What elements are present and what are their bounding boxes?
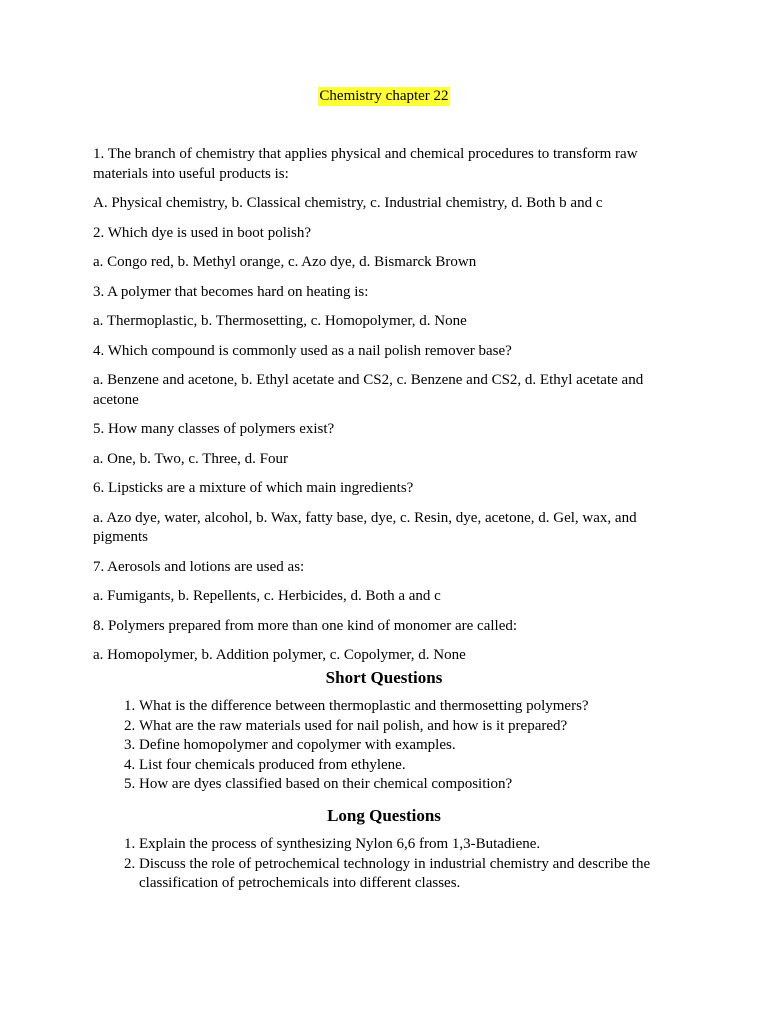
- mcq-options-6: a. Azo dye, water, alcohol, b. Wax, fatty base, dye, c. Resin, dye, acetone, d. Gel, wax, and pigments: [93, 509, 637, 545]
- mcq-question-6: 6. Lipsticks are a mixture of which main ingredients?: [93, 480, 414, 496]
- short-question-item: 4. List four chemicals produced from ethylene.: [139, 756, 675, 776]
- mcq-question-4: 4. Which compound is commonly used as a nail polish remover base?: [93, 342, 512, 359]
- short-question-item: 5. How are dyes classified based on their chemical composition?: [139, 775, 675, 795]
- short-question-item: 1. What is the difference between thermoplastic and thermosetting polymers?: [139, 697, 675, 717]
- long-question-item: 2. Discuss the role of petrochemical technology in industrial chemistry and describe the classification of petrochemicals into different classes.: [139, 855, 675, 894]
- mcq-question-7: 7. Aerosols and lotions are used as:: [93, 558, 305, 575]
- short-questions-list: [93, 697, 675, 795]
- mcq-question-5: 5. How many classes of polymers exist?: [93, 421, 335, 437]
- long-questions-section: [93, 805, 675, 894]
- mcq-options-7: a. Fumigants, b. Repellents, c. Herbicides, d. Both a and c: [93, 588, 441, 604]
- mcq-options-5: a. One, b. Two, c. Three, d. Four: [93, 450, 289, 467]
- short-question-item: 2. What are the raw materials used for nail polish, and how is it prepared?: [139, 717, 675, 737]
- long-questions-list: [93, 835, 675, 894]
- mcq-options-3: a. Thermoplastic, b. Thermosetting, c. Homopolymer, d. None: [93, 313, 467, 329]
- document-title: Chemistry chapter 22: [319, 88, 449, 104]
- short-questions-section: [93, 667, 675, 795]
- short-questions-heading: Short Questions: [325, 668, 443, 687]
- mcq-question-2: 2. Which dye is used in boot polish?: [93, 224, 312, 241]
- long-questions-heading: Long Questions: [327, 806, 441, 825]
- mcq-question-8: 8. Polymers prepared from more than one kind of monomer are called:: [93, 617, 518, 634]
- mcq-question-3: 3. A polymer that becomes hard on heating is:: [93, 283, 369, 300]
- mcq-question-1: 1. The branch of chemistry that applies physical and chemical procedures to transform raw materials into useful products is:: [93, 146, 638, 182]
- mcq-section: [93, 145, 675, 676]
- title-container: [93, 87, 675, 106]
- mcq-options-4: a. Benzene and acetone, b. Ethyl acetate and CS2, c. Benzene and CS2, d. Ethyl acetate and acetone: [93, 372, 644, 408]
- short-question-item: 3. Define homopolymer and copolymer with examples.: [139, 736, 675, 756]
- mcq-options-2: a. Congo red, b. Methyl orange, c. Azo dye, d. Bismarck Brown: [93, 254, 477, 270]
- mcq-options-1: A. Physical chemistry, b. Classical chemistry, c. Industrial chemistry, d. Both b and c: [93, 195, 603, 211]
- long-question-item: 1. Explain the process of synthesizing Nylon 6,6 from 1,3-Butadiene.: [139, 835, 675, 855]
- mcq-options-8: a. Homopolymer, b. Addition polymer, c. Copolymer, d. None: [93, 647, 466, 663]
